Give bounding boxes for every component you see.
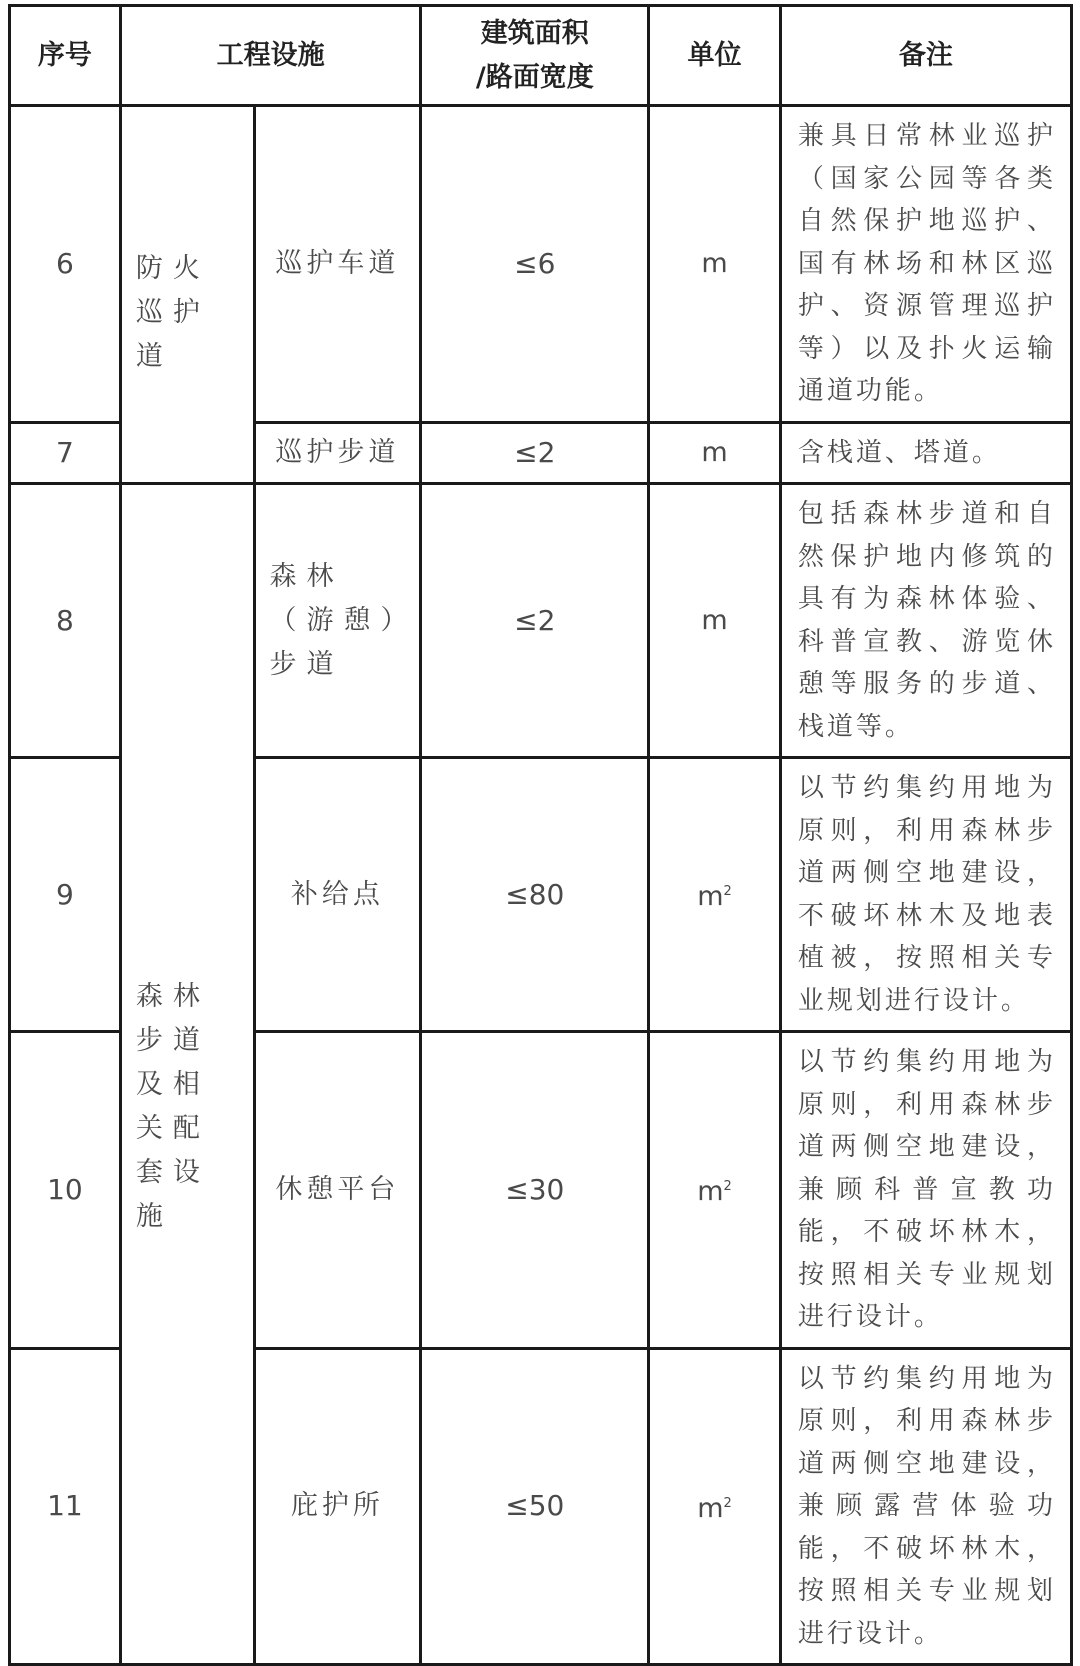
row-value: ≤2 (421, 484, 649, 758)
table-row (10, 484, 1072, 758)
row-value: ≤6 (421, 106, 649, 423)
category-fire-patrol: 防火巡护道 (120, 106, 254, 484)
row-remark: 以节约集约用地为原则，利用森林步道两侧空地建设，兼顾露营体验功能，不破坏林木，按照相关专业规划进行设计。 (780, 1348, 1071, 1665)
row-item: 巡护车道 (254, 106, 421, 423)
header-remark: 备注 (780, 6, 1071, 106)
row-remark: 兼具日常林业巡护（国家公园等各类自然保护地巡护、国有林场和林区巡护、资源管理巡护等）以及扑火运输通道功能。 (780, 106, 1071, 423)
row-remark: 以节约集约用地为原则，利用森林步道两侧空地建设，兼顾科普宣教功能，不破坏林木，按照相关专业规划进行设计。 (780, 1032, 1071, 1349)
row-item: 休憩平台 (254, 1032, 421, 1349)
row-seq: 7 (10, 422, 121, 484)
row-item: 庇护所 (254, 1348, 421, 1665)
unit-text: m (697, 1176, 724, 1208)
row-seq: 10 (10, 1032, 121, 1349)
row-remark: 包括森林步道和自然保护地内修筑的具有为森林体验、科普宣教、游览休憩等服务的步道、栈道等。 (780, 484, 1071, 758)
unit-text: m (697, 881, 724, 912)
row-value: ≤2 (421, 422, 649, 484)
row-unit (649, 1348, 781, 1665)
header-facility: 工程设施 (120, 6, 420, 106)
row-seq: 11 (10, 1348, 121, 1665)
header-row (10, 6, 1072, 106)
row-seq: 9 (10, 758, 121, 1032)
unit-text: m (697, 1492, 724, 1524)
category-forest-trail: 森林步道及相关配套设施 (120, 484, 254, 1665)
row-unit: m (649, 422, 781, 484)
row-unit (649, 758, 781, 1032)
header-seq: 序号 (10, 6, 121, 106)
header-unit: 单位 (649, 6, 781, 106)
row-value: ≤30 (421, 1032, 649, 1349)
row-remark: 含栈道、塔道。 (780, 422, 1071, 484)
header-area-line2: /路面宽度 (475, 61, 594, 93)
row-item: 森林（游憩）步道 (254, 484, 421, 758)
row-item: 巡护步道 (254, 422, 421, 484)
row-unit (649, 1032, 781, 1349)
row-seq: 8 (10, 484, 121, 758)
table-row (10, 106, 1072, 423)
unit-superscript: 2 (723, 1495, 732, 1511)
row-value: ≤80 (421, 758, 649, 1032)
header-area-line1: 建筑面积 (480, 17, 589, 49)
row-unit: m (649, 484, 781, 758)
header-area (421, 6, 649, 106)
row-item: 补给点 (254, 758, 421, 1032)
row-unit: m (649, 106, 781, 423)
unit-superscript: 2 (723, 1179, 732, 1195)
unit-superscript: 2 (723, 884, 732, 899)
row-value: ≤50 (421, 1348, 649, 1665)
row-seq: 6 (10, 106, 121, 423)
facility-table (8, 4, 1073, 1666)
row-remark: 以节约集约用地为原则，利用森林步道两侧空地建设，不破坏林木及地表植被，按照相关专业规划进行设计。 (780, 758, 1071, 1032)
